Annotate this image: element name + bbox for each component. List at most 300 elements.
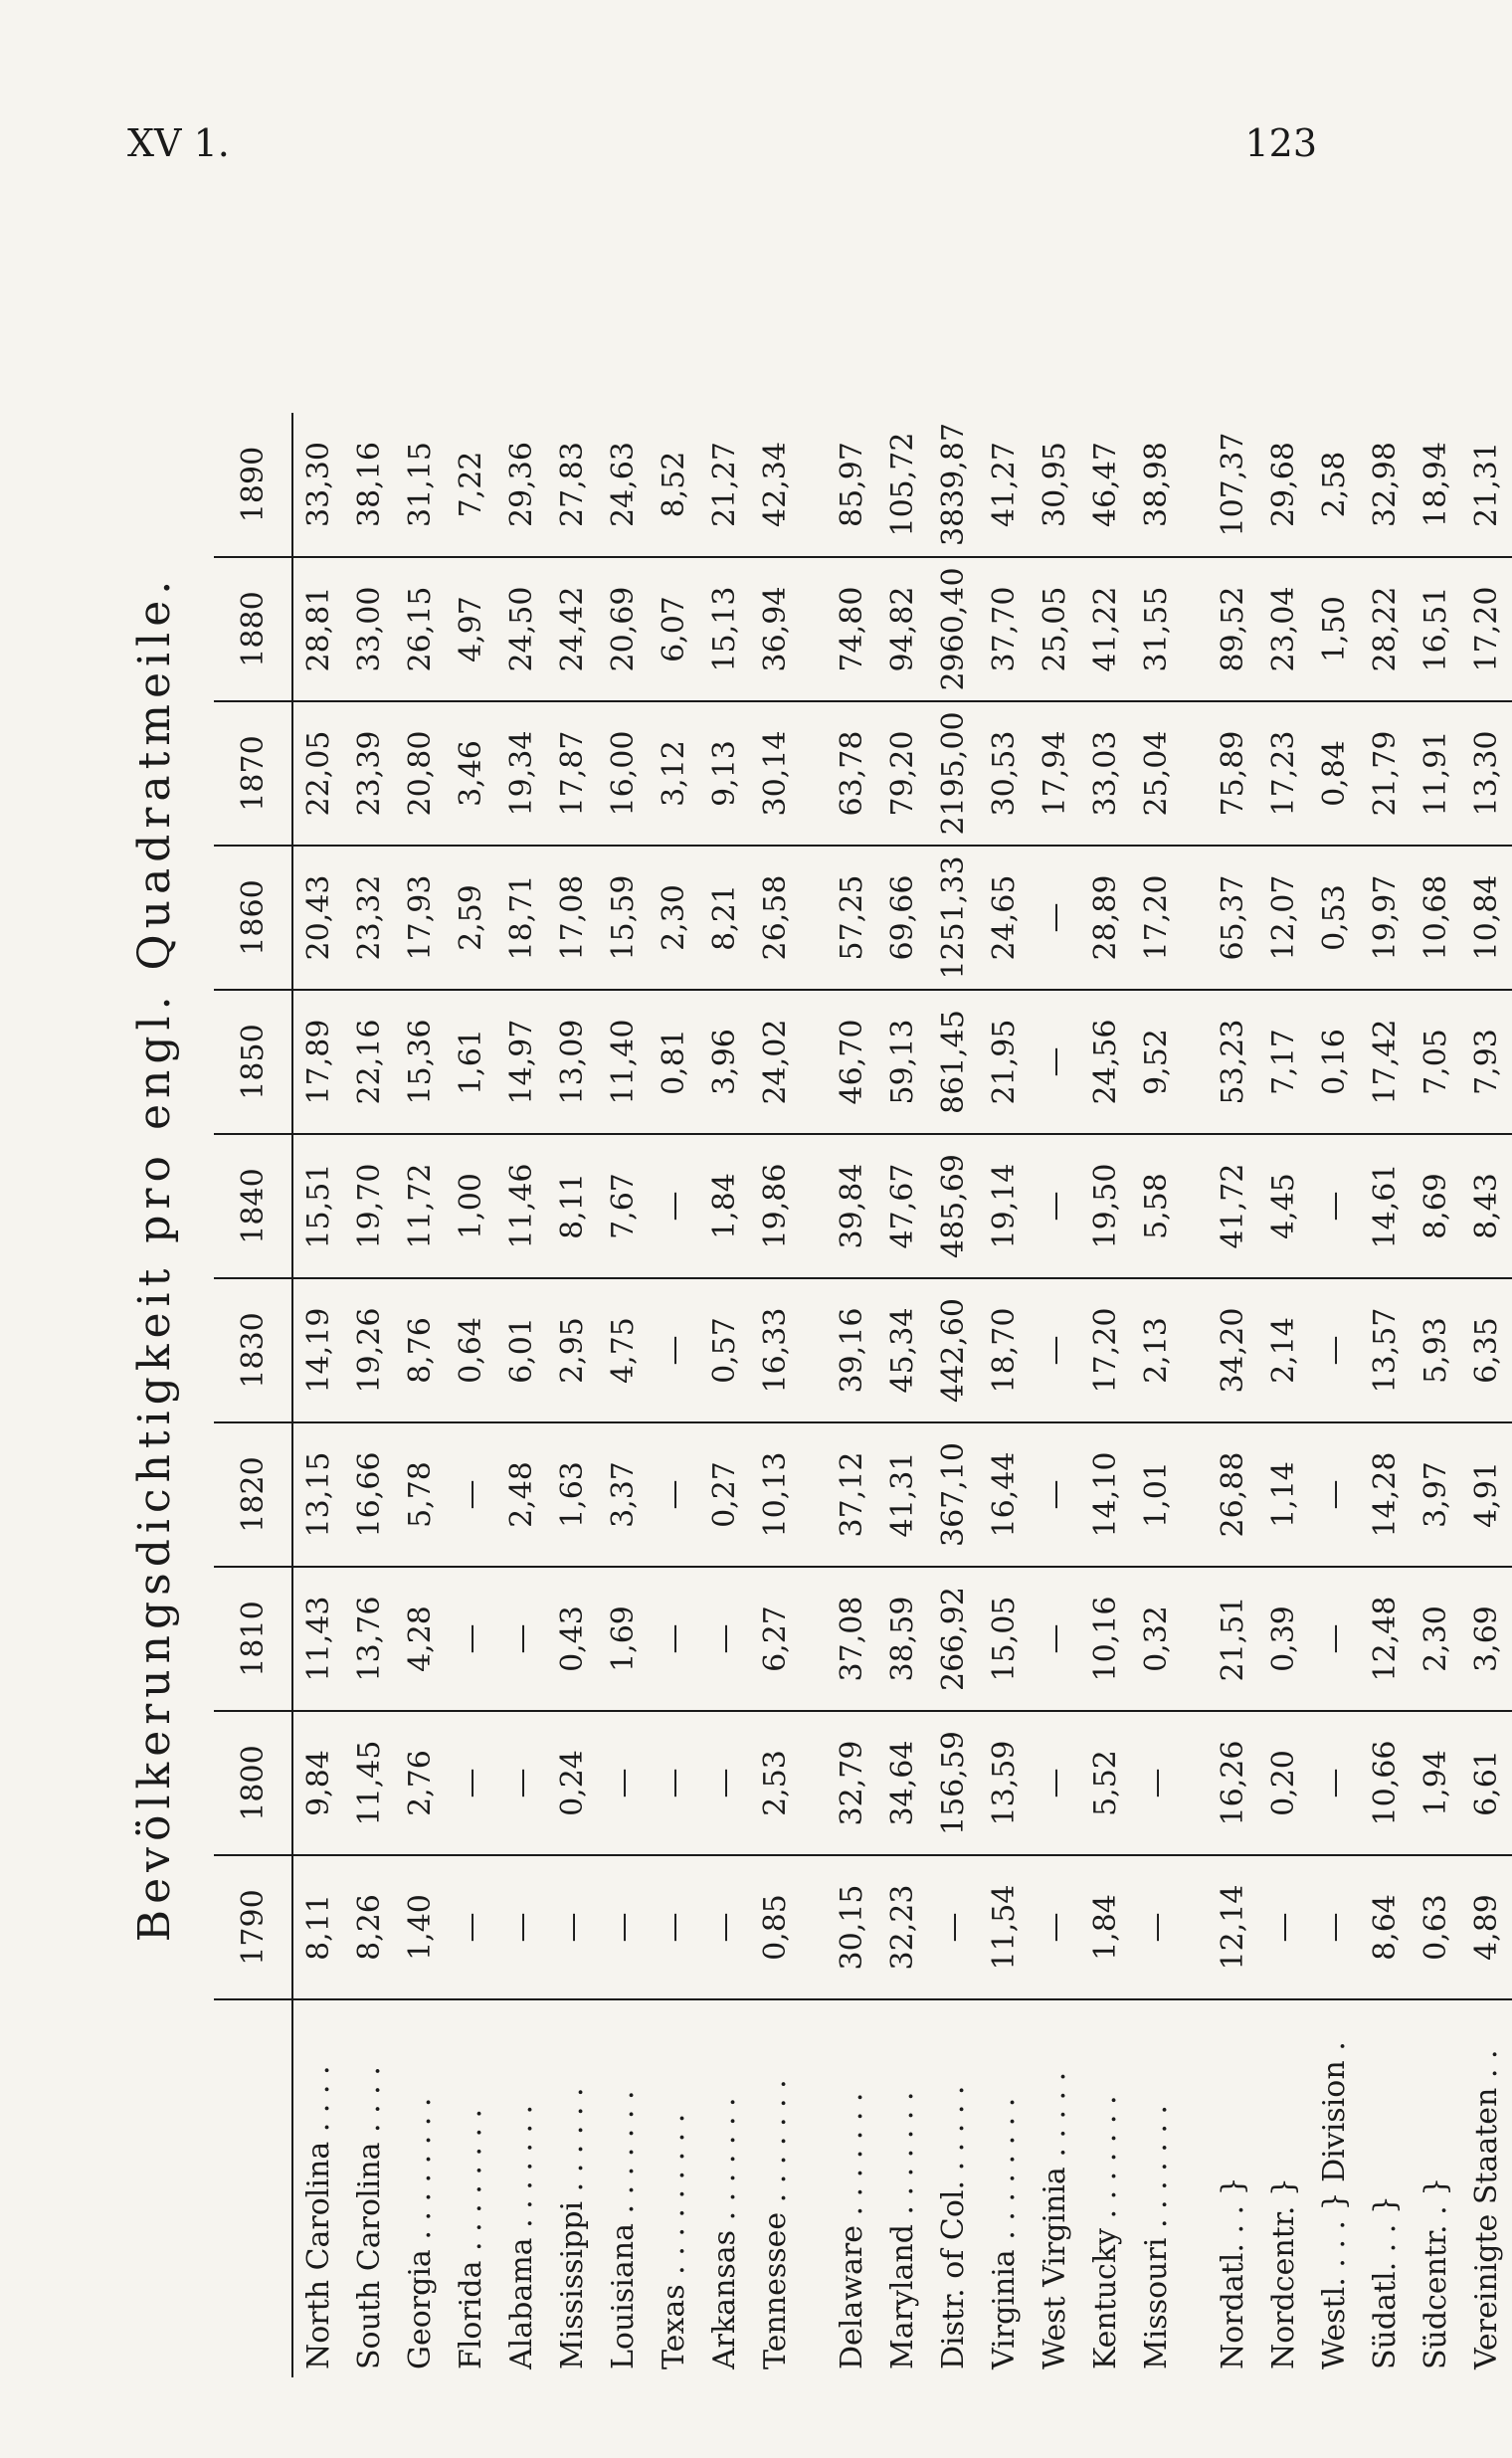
- density-cell: 41,31: [877, 1422, 928, 1567]
- density-cell: 107,37: [1208, 413, 1258, 557]
- density-cell: 6,01: [496, 1278, 547, 1422]
- density-cell: 89,52: [1208, 557, 1258, 701]
- density-cell: 9,84: [292, 1711, 344, 1855]
- density-cell: 12,48: [1360, 1567, 1411, 1711]
- table-row: [547, 413, 598, 2377]
- table-row: [928, 413, 979, 2377]
- density-cell: 16,33: [750, 1278, 801, 1422]
- density-cell: 2,14: [1258, 1278, 1309, 1422]
- density-cell: 0,53: [1309, 846, 1360, 990]
- density-cell: 24,42: [547, 557, 598, 701]
- density-cell: 15,36: [395, 990, 446, 1134]
- density-cell: 23,32: [344, 846, 395, 990]
- table-row: [699, 413, 750, 2377]
- density-cell: 485,69: [928, 1134, 979, 1278]
- density-cell: 15,59: [598, 846, 649, 990]
- density-cell: 30,53: [979, 701, 1030, 846]
- density-cell: 10,13: [750, 1422, 801, 1567]
- density-cell: 25,04: [1131, 701, 1182, 846]
- density-cell: 79,20: [877, 701, 928, 846]
- table-row: [1080, 413, 1131, 2377]
- density-cell: —: [598, 1855, 649, 1999]
- density-cell: 32,98: [1360, 413, 1411, 557]
- density-cell: 38,98: [1131, 413, 1182, 557]
- density-cell: 16,66: [344, 1422, 395, 1567]
- density-cell: 8,26: [344, 1855, 395, 1999]
- density-cell: 4,91: [1461, 1422, 1512, 1567]
- density-cell: 4,28: [395, 1567, 446, 1711]
- density-cell: 20,43: [292, 846, 344, 990]
- density-cell: 266,92: [928, 1567, 979, 1711]
- density-cell: —: [598, 1711, 649, 1855]
- density-cell: 29,36: [496, 413, 547, 557]
- density-cell: 26,88: [1208, 1422, 1258, 1567]
- state-name: Distr. of Col. . . . . .: [936, 2085, 971, 2369]
- density-cell: 24,02: [750, 990, 801, 1134]
- density-cell: 26,15: [395, 557, 446, 701]
- density-cell: 21,31: [1461, 413, 1512, 557]
- density-cell: 0,39: [1258, 1567, 1309, 1711]
- density-grid: [214, 413, 1512, 2377]
- density-cell: 1,14: [1258, 1422, 1309, 1567]
- density-cell: 19,50: [1080, 1134, 1131, 1278]
- density-cell: —: [699, 1567, 750, 1711]
- density-cell: 74,80: [827, 557, 877, 701]
- density-cell: 24,63: [598, 413, 649, 557]
- density-cell: 19,14: [979, 1134, 1030, 1278]
- density-cell: 19,26: [344, 1278, 395, 1422]
- state-name: Arkansas . . . . . . .: [707, 2097, 742, 2369]
- density-cell: 42,34: [750, 413, 801, 557]
- table-row: [395, 413, 446, 2377]
- density-cell: 0,27: [699, 1422, 750, 1567]
- density-cell: 32,79: [827, 1711, 877, 1855]
- state-name: Vereinigte Staaten . .: [1469, 2049, 1504, 2369]
- density-cell: 37,70: [979, 557, 1030, 701]
- density-cell: 28,89: [1080, 846, 1131, 990]
- density-cell: 2,58: [1309, 413, 1360, 557]
- density-cell: 16,51: [1411, 557, 1461, 701]
- year-header: 1860: [214, 846, 292, 990]
- density-cell: 32,23: [877, 1855, 928, 1999]
- density-cell: 2960,40: [928, 557, 979, 701]
- year-header: 1840: [214, 1134, 292, 1278]
- density-cell: 1,00: [446, 1134, 496, 1278]
- density-cell: —: [496, 1567, 547, 1711]
- table-row: [1258, 413, 1309, 2377]
- density-cell: 17,23: [1258, 701, 1309, 846]
- table-row: [979, 413, 1030, 2377]
- density-cell: 17,93: [395, 846, 446, 990]
- group-spacer: [1182, 413, 1208, 2377]
- density-cell: 8,11: [292, 1855, 344, 1999]
- density-cell: 33,00: [344, 557, 395, 701]
- density-cell: —: [1309, 1855, 1360, 1999]
- density-cell: —: [699, 1855, 750, 1999]
- page-section: XV 1.: [127, 121, 230, 165]
- density-cell: —: [649, 1134, 699, 1278]
- density-cell: 442,60: [928, 1278, 979, 1422]
- density-cell: —: [446, 1855, 496, 1999]
- density-cell: 0,20: [1258, 1711, 1309, 1855]
- density-cell: 26,58: [750, 846, 801, 990]
- density-cell: 17,87: [547, 701, 598, 846]
- density-cell: 4,97: [446, 557, 496, 701]
- density-cell: 3839,87: [928, 413, 979, 557]
- density-cell: 22,05: [292, 701, 344, 846]
- density-cell: —: [1030, 1278, 1080, 1422]
- density-cell: —: [1030, 1422, 1080, 1567]
- year-header: 1810: [214, 1567, 292, 1711]
- density-cell: 23,39: [344, 701, 395, 846]
- state-name: Südatl. . . }: [1368, 2195, 1403, 2369]
- density-cell: 39,84: [827, 1134, 877, 1278]
- density-cell: 16,26: [1208, 1711, 1258, 1855]
- density-cell: 27,83: [547, 413, 598, 557]
- year-header: 1790: [214, 1855, 292, 1999]
- density-cell: —: [1030, 1134, 1080, 1278]
- density-cell: 8,21: [699, 846, 750, 990]
- density-cell: 3,37: [598, 1422, 649, 1567]
- density-cell: —: [1030, 1855, 1080, 1999]
- density-cell: 1,01: [1131, 1422, 1182, 1567]
- density-cell: 9,13: [699, 701, 750, 846]
- table-row: [446, 413, 496, 2377]
- density-cell: —: [446, 1422, 496, 1567]
- density-cell: 15,05: [979, 1567, 1030, 1711]
- density-cell: 53,23: [1208, 990, 1258, 1134]
- density-cell: 25,05: [1030, 557, 1080, 701]
- density-cell: 28,22: [1360, 557, 1411, 701]
- density-cell: 16,44: [979, 1422, 1030, 1567]
- year-header: 1880: [214, 557, 292, 701]
- density-cell: 30,15: [827, 1855, 877, 1999]
- density-cell: 59,13: [877, 990, 928, 1134]
- state-name: Nordcentr. }: [1266, 2177, 1301, 2369]
- density-cell: 0,81: [649, 990, 699, 1134]
- density-cell: 1,50: [1309, 557, 1360, 701]
- state-name: Mississippi . . . . . .: [555, 2087, 590, 2369]
- density-cell: —: [649, 1567, 699, 1711]
- density-cell: 19,86: [750, 1134, 801, 1278]
- state-name: Louisiana . . . . . . .: [606, 2090, 641, 2369]
- density-cell: 11,91: [1411, 701, 1461, 846]
- year-header: 1850: [214, 990, 292, 1134]
- density-cell: 21,27: [699, 413, 750, 557]
- density-cell: —: [446, 1711, 496, 1855]
- density-cell: 7,05: [1411, 990, 1461, 1134]
- density-cell: 24,65: [979, 846, 1030, 990]
- density-cell: 3,69: [1461, 1567, 1512, 1711]
- table-row: [496, 413, 547, 2377]
- density-cell: 23,04: [1258, 557, 1309, 701]
- density-cell: 14,28: [1360, 1422, 1411, 1567]
- density-cell: 4,75: [598, 1278, 649, 1422]
- density-cell: 7,93: [1461, 990, 1512, 1134]
- density-table: [129, 139, 1504, 2377]
- density-cell: —: [1030, 1567, 1080, 1711]
- density-cell: 6,07: [649, 557, 699, 701]
- density-cell: 34,64: [877, 1711, 928, 1855]
- density-cell: —: [1309, 1422, 1360, 1567]
- density-cell: 13,76: [344, 1567, 395, 1711]
- density-cell: 22,16: [344, 990, 395, 1134]
- density-cell: 17,08: [547, 846, 598, 990]
- state-name: Alabama . . . . . . .: [504, 2104, 539, 2369]
- density-cell: 4,45: [1258, 1134, 1309, 1278]
- group-spacer: [801, 413, 827, 2377]
- density-cell: 17,89: [292, 990, 344, 1134]
- density-cell: 5,78: [395, 1422, 446, 1567]
- density-cell: 20,80: [395, 701, 446, 846]
- density-cell: 17,20: [1131, 846, 1182, 990]
- density-cell: 8,11: [547, 1134, 598, 1278]
- table-row: [598, 413, 649, 2377]
- density-cell: 14,19: [292, 1278, 344, 1422]
- density-cell: 861,45: [928, 990, 979, 1134]
- density-cell: 1,63: [547, 1422, 598, 1567]
- density-cell: 2,48: [496, 1422, 547, 1567]
- density-cell: 10,66: [1360, 1711, 1411, 1855]
- density-cell: 11,72: [395, 1134, 446, 1278]
- density-cell: 33,03: [1080, 701, 1131, 846]
- year-header: 1890: [214, 413, 292, 557]
- density-cell: 24,56: [1080, 990, 1131, 1134]
- density-cell: 0,57: [699, 1278, 750, 1422]
- density-cell: 6,61: [1461, 1711, 1512, 1855]
- density-cell: 0,85: [750, 1855, 801, 1999]
- density-cell: —: [1309, 1278, 1360, 1422]
- table-row: [1131, 413, 1182, 2377]
- density-cell: 19,97: [1360, 846, 1411, 990]
- density-cell: 0,84: [1309, 701, 1360, 846]
- table-row: [1411, 413, 1461, 2377]
- density-cell: 3,96: [699, 990, 750, 1134]
- density-cell: 1,40: [395, 1855, 446, 1999]
- density-cell: 0,43: [547, 1567, 598, 1711]
- density-cell: 3,46: [446, 701, 496, 846]
- table-row: [292, 413, 344, 2377]
- density-cell: 69,66: [877, 846, 928, 990]
- density-cell: 8,52: [649, 413, 699, 557]
- density-cell: 4,89: [1461, 1855, 1512, 1999]
- density-cell: 30,95: [1030, 413, 1080, 557]
- header-label-cell: [214, 1999, 292, 2377]
- density-cell: 45,34: [877, 1278, 928, 1422]
- density-cell: 156,59: [928, 1711, 979, 1855]
- density-cell: 41,27: [979, 413, 1030, 557]
- state-name: South Carolina . . . .: [352, 2066, 387, 2369]
- table-row: [649, 413, 699, 2377]
- density-cell: 2,30: [649, 846, 699, 990]
- density-cell: 2195,00: [928, 701, 979, 846]
- density-cell: 94,82: [877, 557, 928, 701]
- density-cell: 21,79: [1360, 701, 1411, 846]
- density-cell: 2,59: [446, 846, 496, 990]
- density-cell: 15,51: [292, 1134, 344, 1278]
- density-cell: 21,51: [1208, 1567, 1258, 1711]
- density-cell: 19,70: [344, 1134, 395, 1278]
- density-cell: —: [1258, 1855, 1309, 1999]
- density-cell: 11,45: [344, 1711, 395, 1855]
- density-cell: 37,08: [827, 1567, 877, 1711]
- density-cell: 0,24: [547, 1711, 598, 1855]
- density-cell: —: [928, 1855, 979, 1999]
- density-cell: 11,40: [598, 990, 649, 1134]
- density-cell: 2,95: [547, 1278, 598, 1422]
- table-row: [877, 413, 928, 2377]
- density-cell: 12,07: [1258, 846, 1309, 990]
- density-cell: 7,17: [1258, 990, 1309, 1134]
- density-cell: 1,94: [1411, 1711, 1461, 1855]
- state-name: Südcentr. . }: [1418, 2176, 1453, 2369]
- density-cell: 13,59: [979, 1711, 1030, 1855]
- density-cell: 0,64: [446, 1278, 496, 1422]
- density-cell: 18,71: [496, 846, 547, 990]
- density-cell: 2,76: [395, 1711, 446, 1855]
- density-cell: 28,81: [292, 557, 344, 701]
- table-row: [827, 413, 877, 2377]
- density-cell: 8,64: [1360, 1855, 1411, 1999]
- density-cell: 10,68: [1411, 846, 1461, 990]
- year-header: 1800: [214, 1711, 292, 1855]
- density-cell: —: [496, 1855, 547, 1999]
- density-cell: 3,12: [649, 701, 699, 846]
- density-cell: 14,97: [496, 990, 547, 1134]
- density-cell: —: [496, 1711, 547, 1855]
- table-row: [750, 413, 801, 2377]
- table-row: [1208, 413, 1258, 2377]
- table-row: [344, 413, 395, 2377]
- density-cell: 1,61: [446, 990, 496, 1134]
- density-cell: 13,30: [1461, 701, 1512, 846]
- density-cell: 85,97: [827, 413, 877, 557]
- density-cell: 12,14: [1208, 1855, 1258, 1999]
- density-cell: 46,70: [827, 990, 877, 1134]
- density-cell: —: [649, 1855, 699, 1999]
- density-cell: 1251,33: [928, 846, 979, 990]
- density-cell: 17,20: [1461, 557, 1512, 701]
- density-cell: —: [547, 1855, 598, 1999]
- density-cell: 38,59: [877, 1567, 928, 1711]
- state-name: Maryland . . . . . . .: [885, 2091, 920, 2369]
- state-name: Westl. . . . } Division .: [1317, 2041, 1352, 2369]
- density-cell: 5,93: [1411, 1278, 1461, 1422]
- density-cell: 41,72: [1208, 1134, 1258, 1278]
- density-cell: —: [649, 1711, 699, 1855]
- density-cell: 3,97: [1411, 1422, 1461, 1567]
- density-cell: 1,69: [598, 1567, 649, 1711]
- table-title: Bevölkerungsdichtigkeit pro engl. Quadratmeile.: [129, 574, 180, 1943]
- state-name: North Carolina . . . .: [301, 2065, 336, 2369]
- density-cell: 16,00: [598, 701, 649, 846]
- density-cell: 5,58: [1131, 1134, 1182, 1278]
- state-name: Kentucky . . . . . . .: [1088, 2095, 1123, 2369]
- density-cell: 30,14: [750, 701, 801, 846]
- density-cell: 8,43: [1461, 1134, 1512, 1278]
- density-cell: 57,25: [827, 846, 877, 990]
- density-cell: —: [446, 1567, 496, 1711]
- density-cell: —: [1309, 1567, 1360, 1711]
- state-name: Tennessee . . . . . . .: [758, 2079, 793, 2369]
- year-header: 1820: [214, 1422, 292, 1567]
- density-cell: 9,52: [1131, 990, 1182, 1134]
- density-cell: 8,69: [1411, 1134, 1461, 1278]
- density-cell: 8,76: [395, 1278, 446, 1422]
- density-cell: 47,67: [877, 1134, 928, 1278]
- density-cell: 0,16: [1309, 990, 1360, 1134]
- density-cell: 18,94: [1411, 413, 1461, 557]
- density-cell: —: [1309, 1711, 1360, 1855]
- table-row: [1360, 413, 1411, 2377]
- density-cell: 1,84: [1080, 1855, 1131, 1999]
- density-cell: 38,16: [344, 413, 395, 557]
- density-cell: —: [1030, 1711, 1080, 1855]
- density-cell: —: [1030, 846, 1080, 990]
- density-cell: 24,50: [496, 557, 547, 701]
- table-row: [1030, 413, 1080, 2377]
- state-name: Delaware . . . . . . .: [835, 2092, 869, 2369]
- table-row: [1461, 413, 1512, 2377]
- density-cell: 21,95: [979, 990, 1030, 1134]
- density-cell: —: [649, 1422, 699, 1567]
- density-cell: 0,32: [1131, 1567, 1182, 1711]
- density-cell: —: [699, 1711, 750, 1855]
- state-name: West Virginia . . . . .: [1038, 2071, 1072, 2369]
- density-cell: 11,54: [979, 1855, 1030, 1999]
- density-cell: 0,63: [1411, 1855, 1461, 1999]
- density-cell: 6,35: [1461, 1278, 1512, 1422]
- density-cell: 18,70: [979, 1278, 1030, 1422]
- density-cell: 6,27: [750, 1567, 801, 1711]
- density-cell: 13,15: [292, 1422, 344, 1567]
- density-cell: —: [1131, 1711, 1182, 1855]
- density-cell: 15,13: [699, 557, 750, 701]
- density-cell: 5,52: [1080, 1711, 1131, 1855]
- density-cell: —: [1030, 990, 1080, 1134]
- density-cell: 17,20: [1080, 1278, 1131, 1422]
- year-header: 1830: [214, 1278, 292, 1422]
- density-cell: 367,10: [928, 1422, 979, 1567]
- density-cell: 46,47: [1080, 413, 1131, 557]
- density-cell: 41,22: [1080, 557, 1131, 701]
- state-name: Georgia . . . . . . . .: [403, 2097, 438, 2369]
- density-cell: 11,43: [292, 1567, 344, 1711]
- state-name: Nordatl. . . }: [1216, 2176, 1250, 2369]
- density-cell: 2,53: [750, 1711, 801, 1855]
- density-cell: 17,94: [1030, 701, 1080, 846]
- density-cell: 20,69: [598, 557, 649, 701]
- density-cell: 37,12: [827, 1422, 877, 1567]
- density-cell: 65,37: [1208, 846, 1258, 990]
- density-cell: 17,42: [1360, 990, 1411, 1134]
- density-cell: 11,46: [496, 1134, 547, 1278]
- density-cell: 31,55: [1131, 557, 1182, 701]
- density-cell: 31,15: [395, 413, 446, 557]
- state-name: Virginia . . . . . . . .: [987, 2097, 1022, 2369]
- density-cell: 29,68: [1258, 413, 1309, 557]
- density-cell: 75,89: [1208, 701, 1258, 846]
- density-cell: —: [649, 1278, 699, 1422]
- density-cell: 13,57: [1360, 1278, 1411, 1422]
- density-cell: 1,84: [699, 1134, 750, 1278]
- page-number: 123: [1244, 121, 1317, 165]
- density-cell: 36,94: [750, 557, 801, 701]
- density-cell: 105,72: [877, 413, 928, 557]
- density-cell: 10,16: [1080, 1567, 1131, 1711]
- density-cell: —: [1309, 1134, 1360, 1278]
- density-cell: 13,09: [547, 990, 598, 1134]
